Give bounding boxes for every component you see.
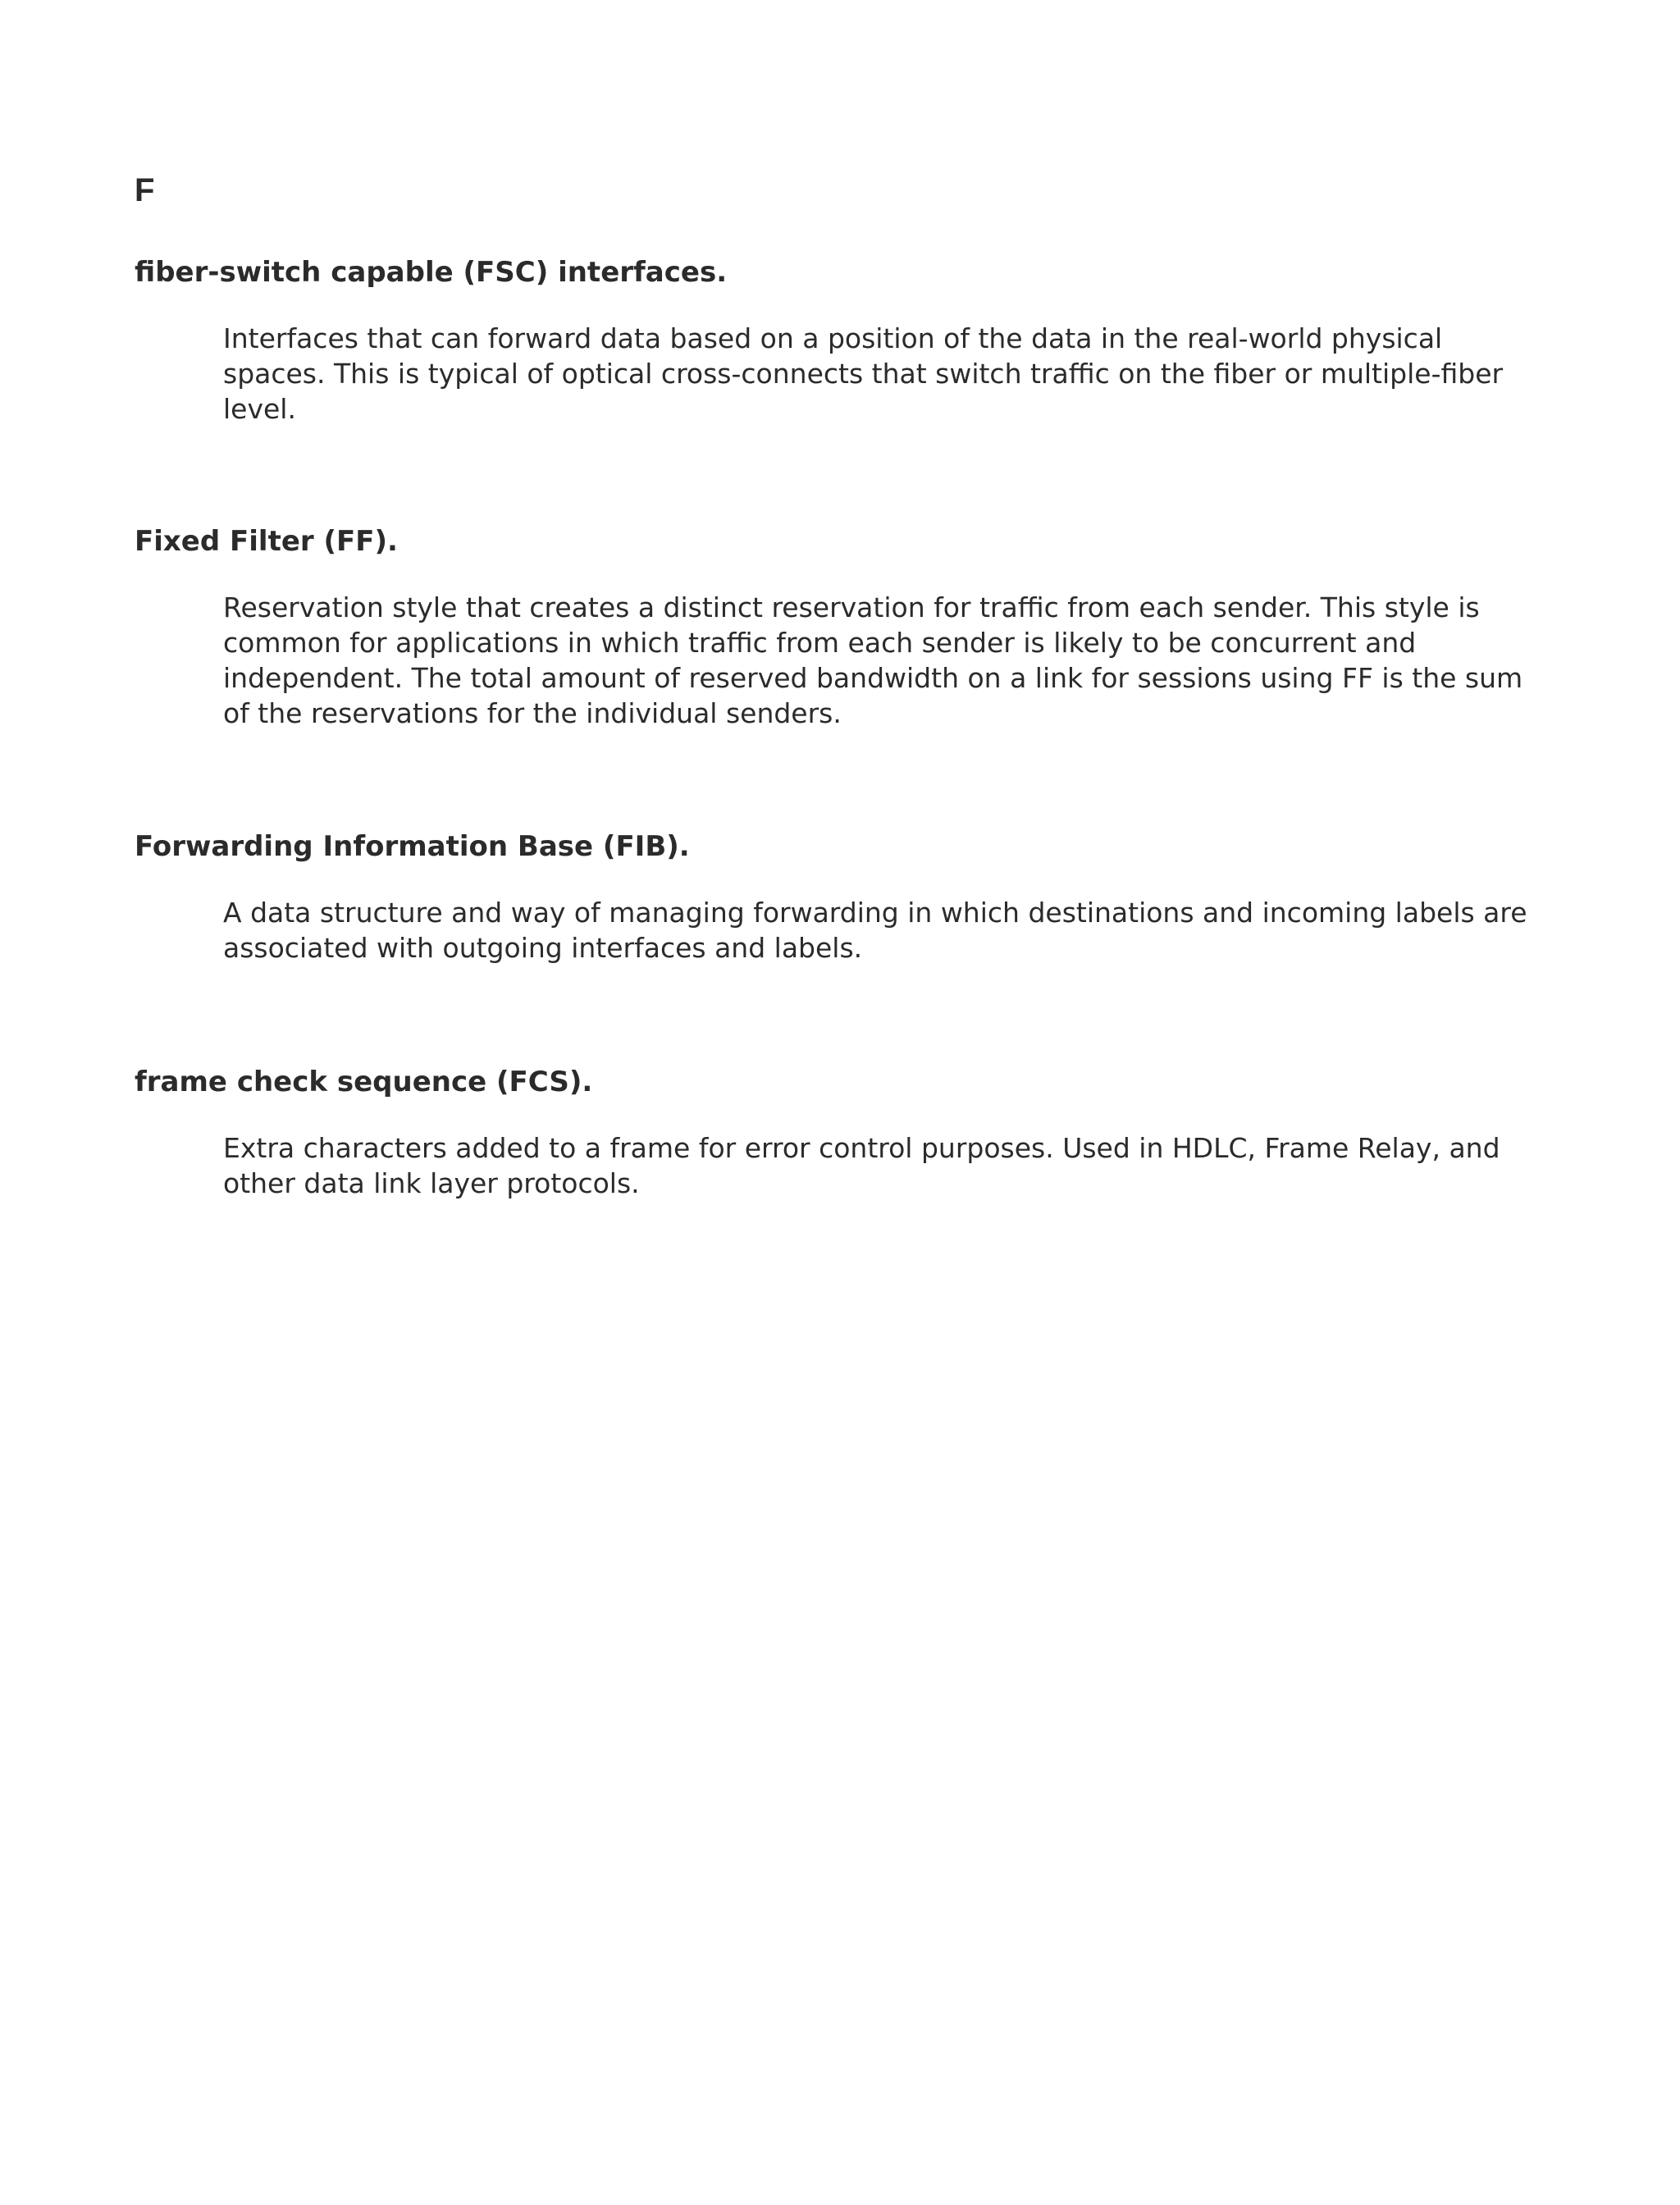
section-letter-heading: F [135,172,155,208]
glossary-definition-fsc: Interfaces that can forward data based on a position of the data in the real-world physical spaces. This is typical of optical cross-connects that switch traffic on the fiber or multiple-fiber level. [223,322,1504,425]
glossary-term-ff: Fixed Filter (FF). [135,525,398,558]
glossary-term-fib: Forwarding Information Base (FIB). [135,830,690,863]
glossary-definition-ff: Reservation style that creates a distinct reservation for traffic from each sender. This style is common for applications in which traffic from each sender is likely to be concurrent and independent. The total amount of reserved bandwidth on a link for sessions using FF is the sum of the reservations for the individual senders. [223,591,1523,729]
glossary-definition-fcs: Extra characters added to a frame for error control purposes. Used in HDLC, Frame Relay, and other data link layer protocols. [223,1132,1500,1199]
glossary-term-fsc: fiber-switch capable (FSC) interfaces. [135,256,728,289]
glossary-definition-fib: A data structure and way of managing forwarding in which destinations and incoming labels are associated with outgoing interfaces and labels. [223,897,1527,964]
glossary-term-fcs: frame check sequence (FCS). [135,1066,593,1098]
